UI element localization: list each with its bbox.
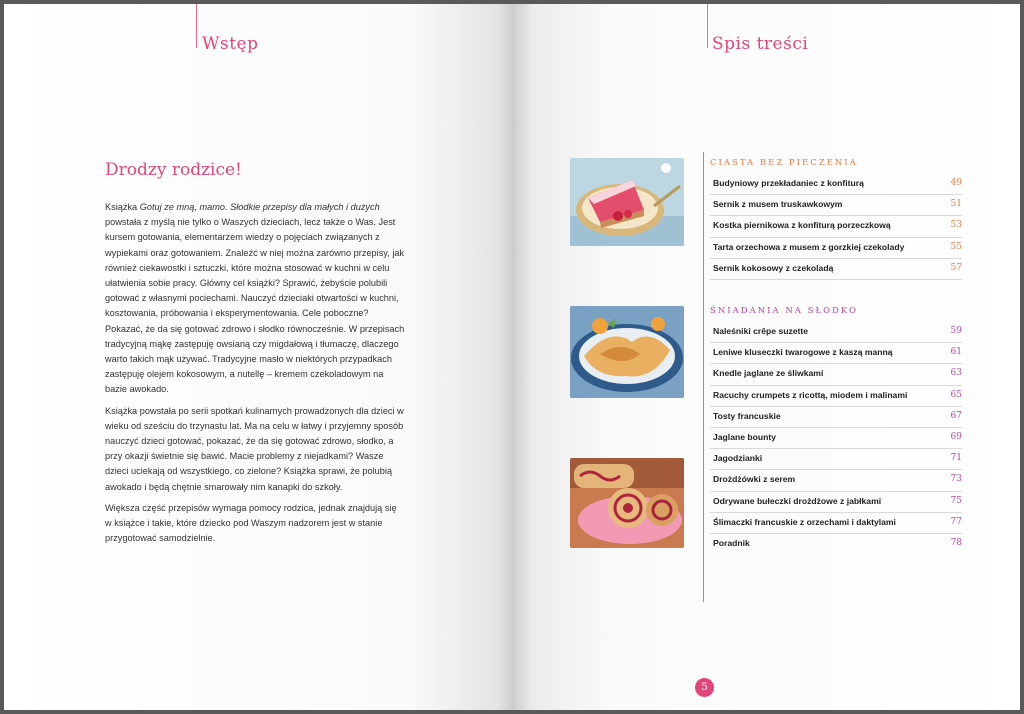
toc-item-label: Racuchy crumpets z ricottą, miodem i malinami [713,389,908,400]
toc-item-label: Budyniowy przekładaniec z konfiturą [713,178,864,188]
right-header-rule [707,4,708,48]
section-title-ciasta: CIASTA BEZ PIECZENIA [710,158,858,168]
toc-item[interactable] [710,513,962,534]
toc-list-sniadania [710,322,962,555]
toc-item[interactable] [710,386,962,407]
toc-item[interactable] [710,534,962,555]
toc-item[interactable] [710,195,962,216]
toc-item[interactable] [710,492,962,513]
toc-item-label: Jagodzianki [713,453,763,464]
left-page-header: Wstęp [202,34,259,54]
left-header-rule [196,4,197,48]
toc-item-label: Sernik z musem truskawkowym [713,199,843,210]
toc-item-page: 57 [950,262,962,273]
toc-item[interactable] [710,343,962,364]
toc-item[interactable] [710,174,962,195]
toc-item-label: Ślimaczki francuskie z orzechami i daktylami [713,516,896,527]
toc-item-page: 55 [950,241,962,252]
intro-paragraph-3: Większa część przepisów wymaga pomocy rodzica, jednak znajdują się w książce i takie, które dziecko pod Waszym nadzorem jest w stanie przygotować samodzielnie. [105,502,397,544]
toc-item-page: 49 [950,178,962,188]
rolls-illustration [570,458,684,548]
toc-item-label: Drożdżówki z serem [713,474,796,485]
toc-item-page: 51 [950,199,962,210]
toc-item-page: 69 [950,431,962,442]
toc-item-label: Odrywane bułeczki drożdżowe z jabłkami [713,495,882,506]
toc-item-page: 63 [950,368,962,379]
toc-item[interactable] [710,470,962,491]
toc-item-label: Jaglane bounty [713,431,777,442]
toc-divider [703,152,704,602]
toc-item[interactable] [710,407,962,428]
toc-item-label: Sernik kokosowy z czekoladą [713,262,834,273]
cheesecake-illustration [570,158,684,246]
toc-item[interactable] [710,449,962,470]
crepes-illustration [570,306,684,398]
intro-paragraph-1: Książka Gotuj ze mną, mamo. Słodkie przepisy dla małych i dużych powstała z myślą nie tylko o Waszych dzieciach, lecz także o Was. Jest kursem gotowania, elementarzem wiedzy o pojęciach związanych z wypiekami oraz gotowaniem. Znaleźć w niej można zarówno przepisy, jak również ciekawostki i sztuczki, które można stosować w kuchni w celu ułatwienia sobie pracy. Główny cel książki? Sprawić, żebyście polubili gotować z własnymi pociechami. Nauczyć dzieciaki otwartości w kuchni, kosztowania, próbowania i eksperymentowania. Cele poboczne? Pokazać, że da się gotować zdrowo i słodko równocześnie. W przepisach tradycyjną mąkę zastępuję owsianą czy migdałową i tłumaczę, dlaczego warto takich mąk używać. Tradycyjne masło w niektórych przypadkach zastępuję olejem kokosowym, a nutellę – kremem czekoladowym na bazie awokado. [105,202,405,395]
toc-item[interactable] [710,364,962,385]
intro-text [105,200,405,552]
toc-item[interactable] [710,259,962,280]
toc-item-page: 71 [950,453,962,464]
toc-item-page: 75 [950,495,962,506]
toc-item-label: Kostka piernikowa z konfiturą porzeczkową [713,220,891,231]
toc-item-label: Poradnik [713,537,750,548]
toc-item-page: 53 [950,220,962,231]
intro-title: Drodzy rodzice! [105,160,242,180]
toc-item[interactable] [710,428,962,449]
toc-item-page: 65 [950,389,962,400]
toc-item-page: 67 [950,410,962,421]
toc-item-label: Leniwe kluseczki twarogowe z kaszą manną [713,347,893,358]
toc-item-label: Naleśniki crêpe suzette [713,326,809,336]
toc-item-page: 59 [950,326,962,336]
toc-item-page: 77 [950,516,962,527]
toc-item-page: 61 [950,347,962,358]
toc-item-page: 73 [950,474,962,485]
toc-item-label: Tosty francuskie [713,410,781,421]
toc-item[interactable] [710,238,962,259]
toc-item[interactable] [710,322,962,343]
toc-item-label: Knedle jaglane ze śliwkami [713,368,824,379]
section-title-sniadania: ŚNIADANIA NA SŁODKO [710,306,859,316]
toc-item[interactable] [710,216,962,237]
toc-item-label: Tarta orzechowa z musem z gorzkiej czekolady [713,241,905,252]
right-page-header: Spis treści [712,34,809,54]
toc-list-ciasta [710,174,962,280]
intro-paragraph-2: Książka powstała po serii spotkań kulinarnych prowadzonych dla dzieci w wieku od sześciu do trzynastu lat. Ma na celu w łatwy i przyjemny sposób nauczyć dzieci gotować, pokazać, że da się gotować zdrowo, słodko, a przy okazji świetnie się bawić. Macie problemy z niejadkami? Wasze dzieci uciekają od wszystkiego, co zielone? Książka sprawi, że polubią awokado i będą chętnie smarowały nim kanapki do szkoły. [105,405,404,492]
toc-item-page: 78 [950,537,962,548]
page-number-badge: 5 [695,678,714,697]
